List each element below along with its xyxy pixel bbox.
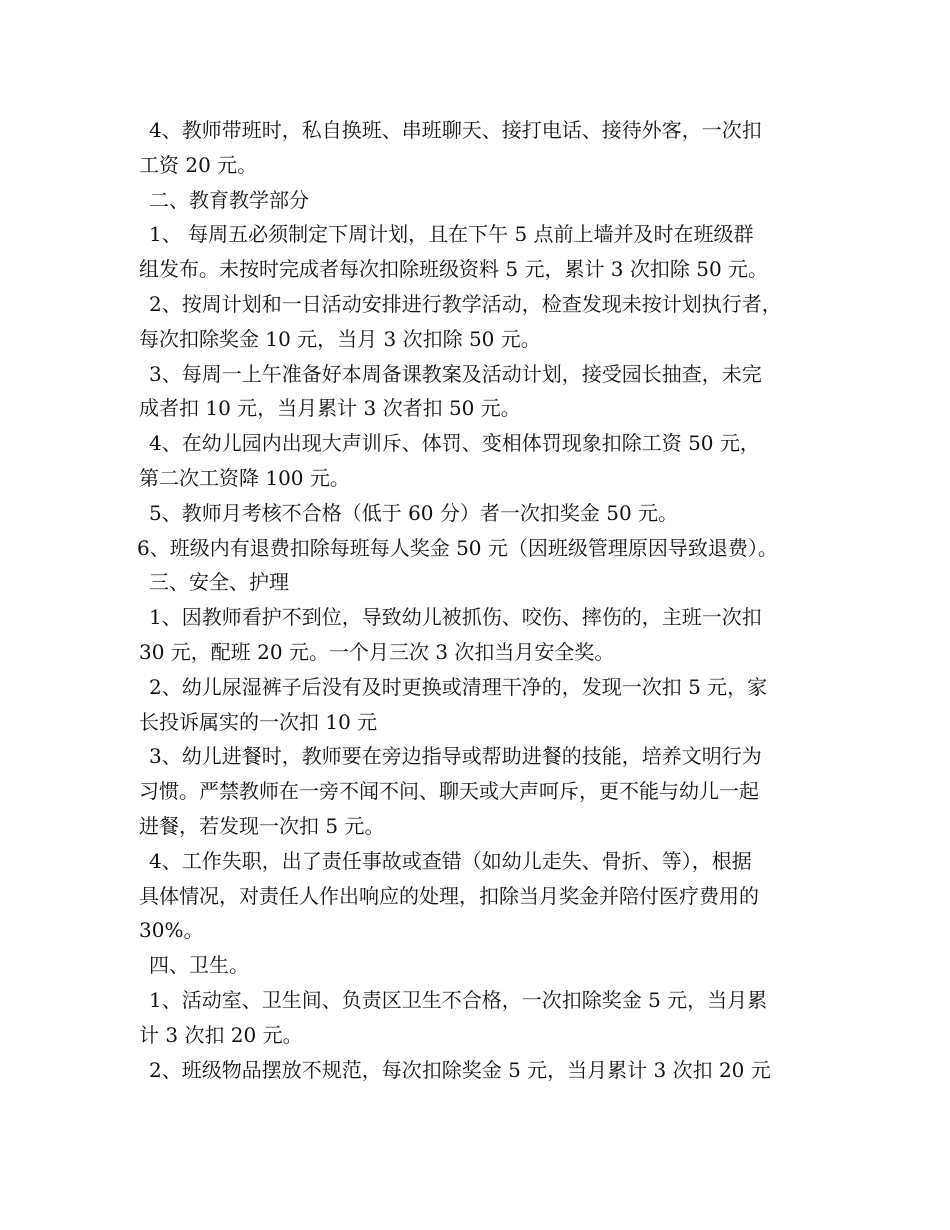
text-line: 4、工作失职，出了责任事故或查错（如幼儿走失、骨折、等），根据 xyxy=(149,848,752,873)
text-line: 成者扣 10 元，当月累计 3 次者扣 50 元。 xyxy=(139,396,521,421)
text-line: 2、班级物品摆放不规范，每次扣除奖金 5 元，当月累计 3 次扣 20 元 xyxy=(149,1057,771,1082)
text-line: 3、每周一上午准备好本周备课教案及活动计划，接受园长抽查，未完 xyxy=(149,361,762,386)
text-line: 3、幼儿进餐时，教师要在旁边指导或帮助进餐的技能，培养文明行为 xyxy=(149,744,762,769)
text-line: 1、活动室、卫生间、负责区卫生不合格，一次扣除奖金 5 元，当月累 xyxy=(149,987,768,1012)
text-line: 30 元，配班 20 元。一个月三次 3 次扣当月安全奖。 xyxy=(139,639,615,664)
text-line: 6、班级内有退费扣除每班每人奖金 50 元（因班级管理原因导致退费）。 xyxy=(137,535,778,560)
text-line: 1、 每周五必须制定下周计划，且在下午 5 点前上墙并及时在班级群 xyxy=(149,222,754,247)
text-line: 4、教师带班时，私自换班、串班聊天、接打电话、接待外客，一次扣 xyxy=(149,118,762,142)
text-line: 计 3 次扣 20 元。 xyxy=(139,1022,303,1047)
text-line: 1、因教师看护不到位，导致幼儿被抓伤、咬伤、摔伤的，主班一次扣 xyxy=(149,605,762,630)
text-line: 2、按周计划和一日活动安排进行教学活动，检查发现未按计划执行者， xyxy=(149,291,782,316)
text-line: 四、卫生。 xyxy=(149,953,249,978)
text-line: 习惯。严禁教师在一旁不闻不问、聊天或大声呵斥，更不能与幼儿一起 xyxy=(139,779,759,804)
text-line: 组发布。未按时完成者每次扣除班级资料 5 元，累计 3 次扣除 50 元。 xyxy=(139,257,769,282)
text-line: 每次扣除奖金 10 元，当月 3 次扣除 50 元。 xyxy=(139,326,541,351)
text-line: 5、教师月考核不合格（低于 60 分）者一次扣奖金 50 元。 xyxy=(149,500,679,525)
text-line: 2、幼儿尿湿裤子后没有及时更换或清理干净的，发现一次扣 5 元，家 xyxy=(149,674,768,699)
text-line: 三、安全、护理 xyxy=(149,570,289,595)
text-line: 30%。 xyxy=(139,918,204,943)
text-line: 第二次工资降 100 元。 xyxy=(139,465,350,490)
document-body xyxy=(139,113,839,1087)
text-line: 长投诉属实的一次扣 10 元 xyxy=(139,709,378,734)
text-line: 二、教育教学部分 xyxy=(149,187,309,212)
text-line: 具体情况，对责任人作出响应的处理，扣除当月奖金并陪付医疗费用的 xyxy=(139,883,759,908)
text-line: 4、在幼儿园内出现大声训斥、体罚、变相体罚现象扣除工资 50 元， xyxy=(149,431,760,456)
text-line: 进餐，若发现一次扣 5 元。 xyxy=(139,813,385,838)
text-line: 工资 20 元。 xyxy=(139,152,258,177)
